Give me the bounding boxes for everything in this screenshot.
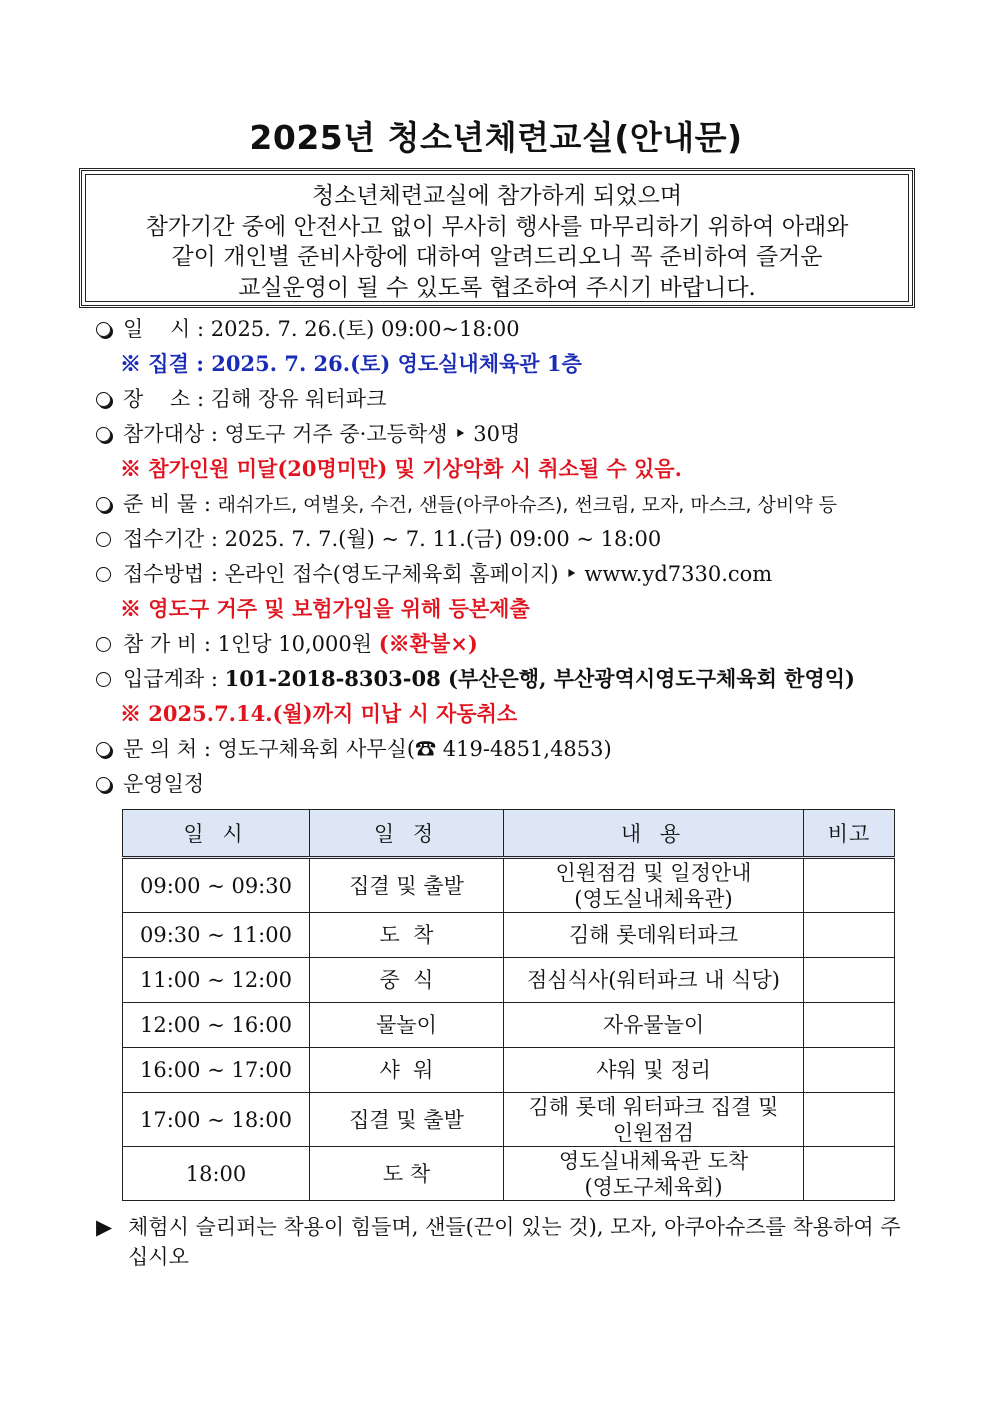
info-supplies: 준 비 물 : 래쉬가드, 여벌옷, 수건, 샌들(아쿠아슈즈), 썬크림, 모자, 마스크, 상비약 등 [96,487,837,521]
cell-plan: 집결 및 출발 [310,1093,504,1147]
bullet-icon [96,672,111,687]
schedule-table [122,809,895,1201]
cell-plan: 집결 및 출발 [310,858,504,913]
cell-note [804,1003,895,1048]
cell-content [504,958,804,1003]
bullet-icon [96,532,111,547]
cell-time: 18:00 [123,1147,310,1201]
cell-time: 09:00 ~ 09:30 [123,858,310,913]
bullet-icon [96,637,111,652]
content-line: 김해 롯데워터파크 [569,923,738,947]
info-label: 일 시 [123,317,191,341]
bullet-icon [96,777,111,792]
info-value: 김해 장유 워터파크 [210,387,387,411]
info-label: 문 의 처 [123,737,198,761]
info-account: 입급계좌 : 101-2018-8303-08 (부산은행, 부산광역시영도구체육회 한영익) [96,662,855,696]
info-target: 참가대상 : 영도구 거주 중·고등학생 ‣ 30명 [96,417,520,451]
footer-note [96,1212,916,1272]
bullet-icon [96,742,111,757]
content-line: (영도실내체육관) [574,886,733,911]
cell-plan: 샤 워 [310,1048,504,1093]
info-value: 영도구체육회 사무실(☎ 419-4851,4853) [217,737,612,761]
bullet-icon [96,567,111,582]
cell-time: 09:30 ~ 11:00 [123,913,310,958]
cell-content [504,1093,804,1147]
info-schedule-label [96,767,204,801]
table-row [123,913,895,958]
cell-time: 12:00 ~ 16:00 [123,1003,310,1048]
cancel-note: ※ 참가인원 미달(20명미만) 및 기상악화 시 취소될 수 있음. [120,456,682,481]
bullet-icon [96,322,111,337]
cell-note [804,858,895,913]
content-line: 점심식사(워터파크 내 식당) [527,968,780,992]
cell-time: 16:00 ~ 17:00 [123,1048,310,1093]
info-value: 온라인 접수(영도구체육회 홈페이지) ‣ www.yd7330.com [224,562,773,586]
table-row [123,1093,895,1147]
cell-plan: 중 식 [310,958,504,1003]
header-note: 비고 [804,810,895,858]
deadline-note: ※ 2025.7.14.(월)까지 미납 시 자동취소 [120,701,518,726]
cell-content [504,1003,804,1048]
table-header-row [123,810,895,858]
cell-time: 17:00 ~ 18:00 [123,1093,310,1147]
info-label: 입급계좌 [123,667,205,691]
info-label: 참가대상 [123,422,205,446]
notice-line: 같이 개인별 준비사항에 대하여 알려드리오니 꼭 준비하여 즐거운 [171,244,823,270]
content-line: 인원점검 및 일정안내 [555,860,752,885]
header-plan: 일 정 [310,810,504,858]
notice-box [79,168,915,308]
cell-note [804,1093,895,1147]
page-title: 2025년 청소년체련교실(안내문) [249,118,743,157]
content-line: 샤워 및 정리 [596,1058,711,1082]
cell-note [804,1147,895,1201]
cell-content [504,858,804,913]
info-label: 참 가 비 [123,632,198,656]
info-fee: 참 가 비 : 1인당 10,000원 (※환불×) [96,627,478,661]
cell-plan: 물놀이 [310,1003,504,1048]
content-line: 인원점검 [612,1120,695,1145]
content-line: 김해 롯데 워터파크 집결 및 [528,1094,779,1119]
info-period: 접수기간 : 2025. 7. 7.(월) ~ 7. 11.(금) 09:00 ~ 18:00 [96,522,661,556]
notice-line: 청소년체련교실에 참가하게 되었으며 [311,183,683,209]
notice-line: 참가기간 중에 안전사고 없이 무사히 행사를 마무리하기 위하여 아래와 [145,213,849,240]
info-value: 래쉬가드, 여벌옷, 수건, 샌들(아쿠아슈즈), 썬크림, 모자, 마스크, 상비약 등 [217,494,837,516]
bullet-icon [96,497,111,512]
cell-content [504,1147,804,1201]
table-row [123,958,895,1003]
info-contact: 문 의 처 : 영도구체육회 사무실(☎ 419-4851,4853) [96,732,612,766]
bullet-icon [96,392,111,407]
arrow-icon: ▶ [96,1215,113,1239]
info-value: 영도구 거주 중·고등학생 ‣ 30명 [224,422,521,446]
table-row [123,1147,895,1201]
info-label: 장 소 [123,387,191,411]
cell-note [804,1048,895,1093]
content-line: (영도구체육회) [584,1174,723,1199]
info-label: 접수기간 [123,527,205,551]
cell-plan: 도 착 [310,1147,504,1201]
info-method: 접수방법 : 온라인 접수(영도구체육회 홈페이지) ‣ www.yd7330.com [96,557,772,591]
bullet-icon [96,427,111,442]
content-line: 자유물놀이 [602,1013,705,1037]
content-line: 영도실내체육관 도착 [558,1148,749,1173]
info-value: 1인당 10,000원 [217,632,373,656]
footer-text: 체험시 슬리퍼는 착용이 힘들며, 샌들(끈이 있는 것), 모자, 아쿠아슈즈를 착용하여 주십시오 [128,1215,901,1269]
cell-note [804,913,895,958]
table-row [123,1003,895,1048]
method-note: ※ 영도구 거주 및 보험가입을 위해 등본제출 [120,596,530,621]
cell-time: 11:00 ~ 12:00 [123,958,310,1003]
table-row [123,858,895,913]
table-row [123,1048,895,1093]
info-label: 접수방법 [123,562,205,586]
info-place: 장 소 : 김해 장유 워터파크 [96,382,386,416]
cell-note [804,958,895,1003]
info-date: 일 시 : 2025. 7. 26.(토) 09:00~18:00 [96,312,520,346]
header-time: 일 시 [123,810,310,858]
info-value: 2025. 7. 26.(토) 09:00~18:00 [210,317,520,341]
info-value: 2025. 7. 7.(월) ~ 7. 11.(금) 09:00 ~ 18:00 [224,527,662,551]
schedule-label: 운영일정 [123,772,205,796]
cell-content [504,1048,804,1093]
info-value: 101-2018-8303-08 (부산은행, 부산광역시영도구체육회 한영익) [224,666,855,691]
notice-line: 교실운영이 될 수 있도록 협조하여 주시기 바랍니다. [238,274,756,301]
cell-content [504,913,804,958]
info-label: 준 비 물 [123,492,198,516]
fee-refund-note: (※환불×) [378,631,478,656]
header-content: 내 용 [504,810,804,858]
cell-plan: 도 착 [310,913,504,958]
gathering-note: ※ 집결 : 2025. 7. 26.(토) 영도실내체육관 1층 [120,351,582,376]
